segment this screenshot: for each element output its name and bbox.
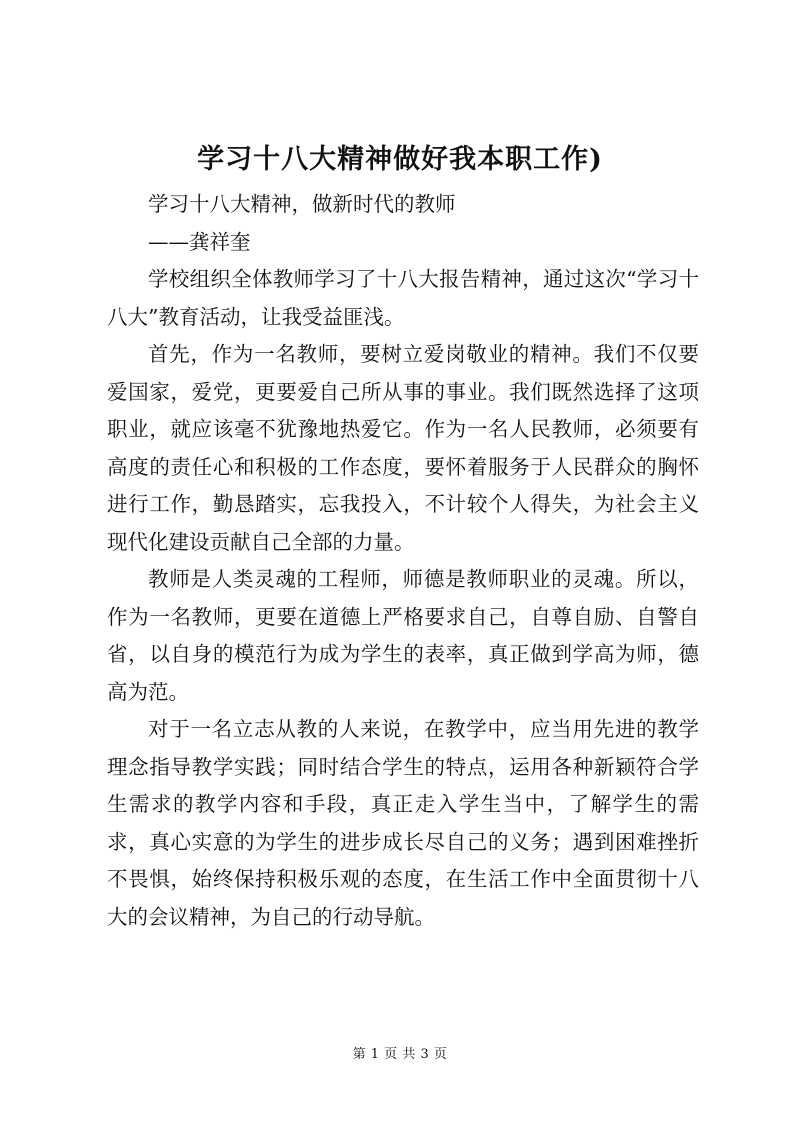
document-body [107, 186, 699, 936]
body-paragraph: 教师是人类灵魂的工程师，师德是教师职业的灵魂。所以，作为一名教师，更要在道德上严格要求自己，自尊自励、自警自省，以自身的模范行为成为学生的表率，真正做到学高为师，德高为范。 [107, 567, 699, 704]
subtitle-paragraph: 学习十八大精神，做新时代的教师 [148, 192, 456, 216]
page-footer: 第 1 页 共 3 页 [352, 1047, 448, 1062]
document-title: 学习十八大精神做好我本职工作) [197, 144, 603, 175]
author-paragraph: ——龚祥奎 [148, 229, 251, 254]
body-paragraph: 学校组织全体教师学习了十八大报告精神，通过这次“学习十八大”教育活动，让我受益匪浅。 [107, 267, 699, 329]
body-paragraph: 首先，作为一名教师，要树立爱岗敬业的精神。我们不仅要爱国家，爱党，更要爱自己所从事的事业。我们既然选择了这项职业，就应该毫不犹豫地热爱它。作为一名人民教师，必须要有高度的责任心和积极的工作态度，要怀着服务于人民群众的胸怀进行工作，勤恳踏实，忘我投入，不计较个人得失，为社会主义现代化建设贡献自己全部的力量。 [107, 342, 699, 554]
body-paragraph: 对于一名立志从教的人来说，在教学中，应当用先进的教学理念指导教学实践；同时结合学生的特点，运用各种新颖符合学生需求的教学内容和手段，真正走入学生当中，了解学生的需求，真心实意的为学生的进步成长尽自己的义务；遇到困难挫折不畏惧，始终保持积极乐观的态度，在生活工作中全面贯彻十八大的会议精神，为自己的行动导航。 [107, 717, 699, 929]
